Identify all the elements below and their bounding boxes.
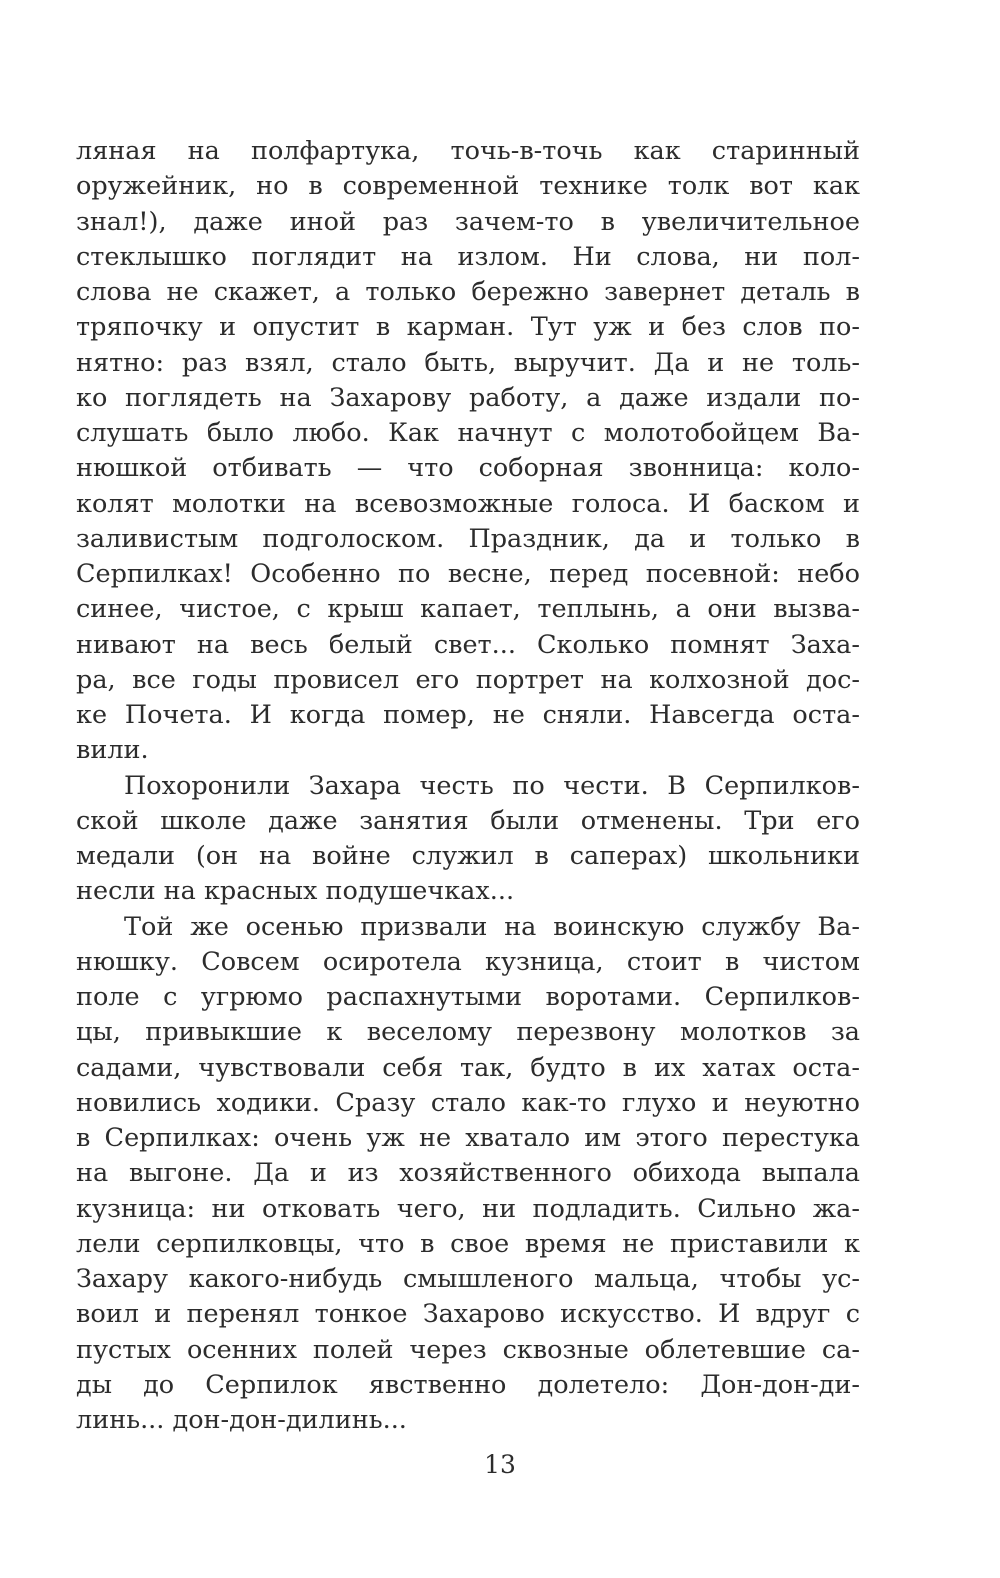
text-line: знал!), даже иной раз зачем-то в увеличительное	[76, 206, 860, 237]
text-line: новились ходики. Сразу стало как-то глухо и неуютно	[76, 1087, 860, 1118]
text-line: воил и перенял тонкое Захарово искусство. И вдруг с	[76, 1299, 860, 1330]
text-line: медали (он на войне служил в саперах) школьники	[76, 841, 860, 871]
text-line: слова не скажет, а только бережно завернет деталь в	[76, 277, 860, 307]
text-line: ке Почета. И когда помер, не сняли. Навсегда оста-	[76, 700, 860, 730]
text-line: вили.	[76, 735, 149, 766]
text-line: кузница: ни отковать чего, ни подладить. Сильно жа-	[76, 1193, 860, 1224]
text-line: Захару какого-нибудь смышленого мальца, чтобы ус-	[76, 1264, 860, 1294]
text-line: несли на красных подушечках...	[76, 876, 515, 907]
text-line: Похоронили Захара честь по чести. В Серпилков-	[124, 770, 860, 801]
text-line: нивают на весь белый свет... Сколько помнят Заха-	[76, 629, 860, 660]
text-line: ды до Серпилок явственно долетело: Дон-дон-ди-	[76, 1369, 860, 1400]
text-line: Серпилках! Особенно по весне, перед посевной: небо	[76, 559, 860, 589]
text-line: лели серпилковцы, что в свое время не приставили к	[76, 1228, 860, 1259]
text-line: оружейник, но в современной технике толк вот как	[76, 171, 860, 202]
text-line: ра, все годы провисел его портрет на колхозной дос-	[76, 664, 860, 695]
text-line: слушать было любо. Как начнут с молотобойцем Ва-	[76, 418, 860, 448]
text-line: в Серпилках: очень уж не хватало им этого перестука	[76, 1123, 860, 1153]
text-line: колят молотки на всевозможные голоса. И баском и	[76, 488, 860, 519]
text-line: ляная на полфартука, точь-в-точь как старинный	[76, 136, 860, 166]
paragraph	[76, 134, 860, 769]
paragraph	[76, 910, 860, 1439]
body-text	[76, 134, 860, 1438]
text-line: заливистым подголоском. Праздник, да и только в	[76, 523, 860, 554]
text-line: поле с угрюмо распахнутыми воротами. Серпилков-	[76, 982, 860, 1012]
text-line: нятно: раз взял, стало быть, выручит. Да и не толь-	[76, 347, 860, 378]
text-line: стеклышко поглядит на излом. Ни слова, ни пол-	[76, 241, 860, 272]
text-line: цы, привыкшие к веселому перезвону молотков за	[76, 1017, 860, 1048]
text-line: ко поглядеть на Захарову работу, а даже издали по-	[76, 382, 860, 413]
text-line: тряпочку и опустит в карман. Тут уж и без слов по-	[76, 312, 860, 343]
text-line: линь... дон-дон-дилинь...	[76, 1405, 407, 1435]
text-line: Той же осенью призвали на воинскую службу Ва-	[124, 911, 860, 942]
text-line: на выгоне. Да и из хозяйственного обихода выпала	[76, 1158, 860, 1189]
text-line: садами, чувствовали себя так, будто в их хатах оста-	[76, 1052, 860, 1083]
text-line: синее, чистое, с крыш капает, теплынь, а они вызва-	[76, 594, 860, 625]
text-line: пустых осенних полей через сквозные облетевшие са-	[76, 1334, 860, 1365]
text-line: нюшкой отбивать — что соборная звонница: коло-	[76, 453, 860, 484]
paragraph	[76, 769, 860, 910]
page-number: 13	[484, 1450, 516, 1479]
text-line: нюшку. Совсем осиротела кузница, стоит в чистом	[76, 946, 860, 977]
text-line: ской школе даже занятия были отменены. Три его	[76, 805, 860, 836]
